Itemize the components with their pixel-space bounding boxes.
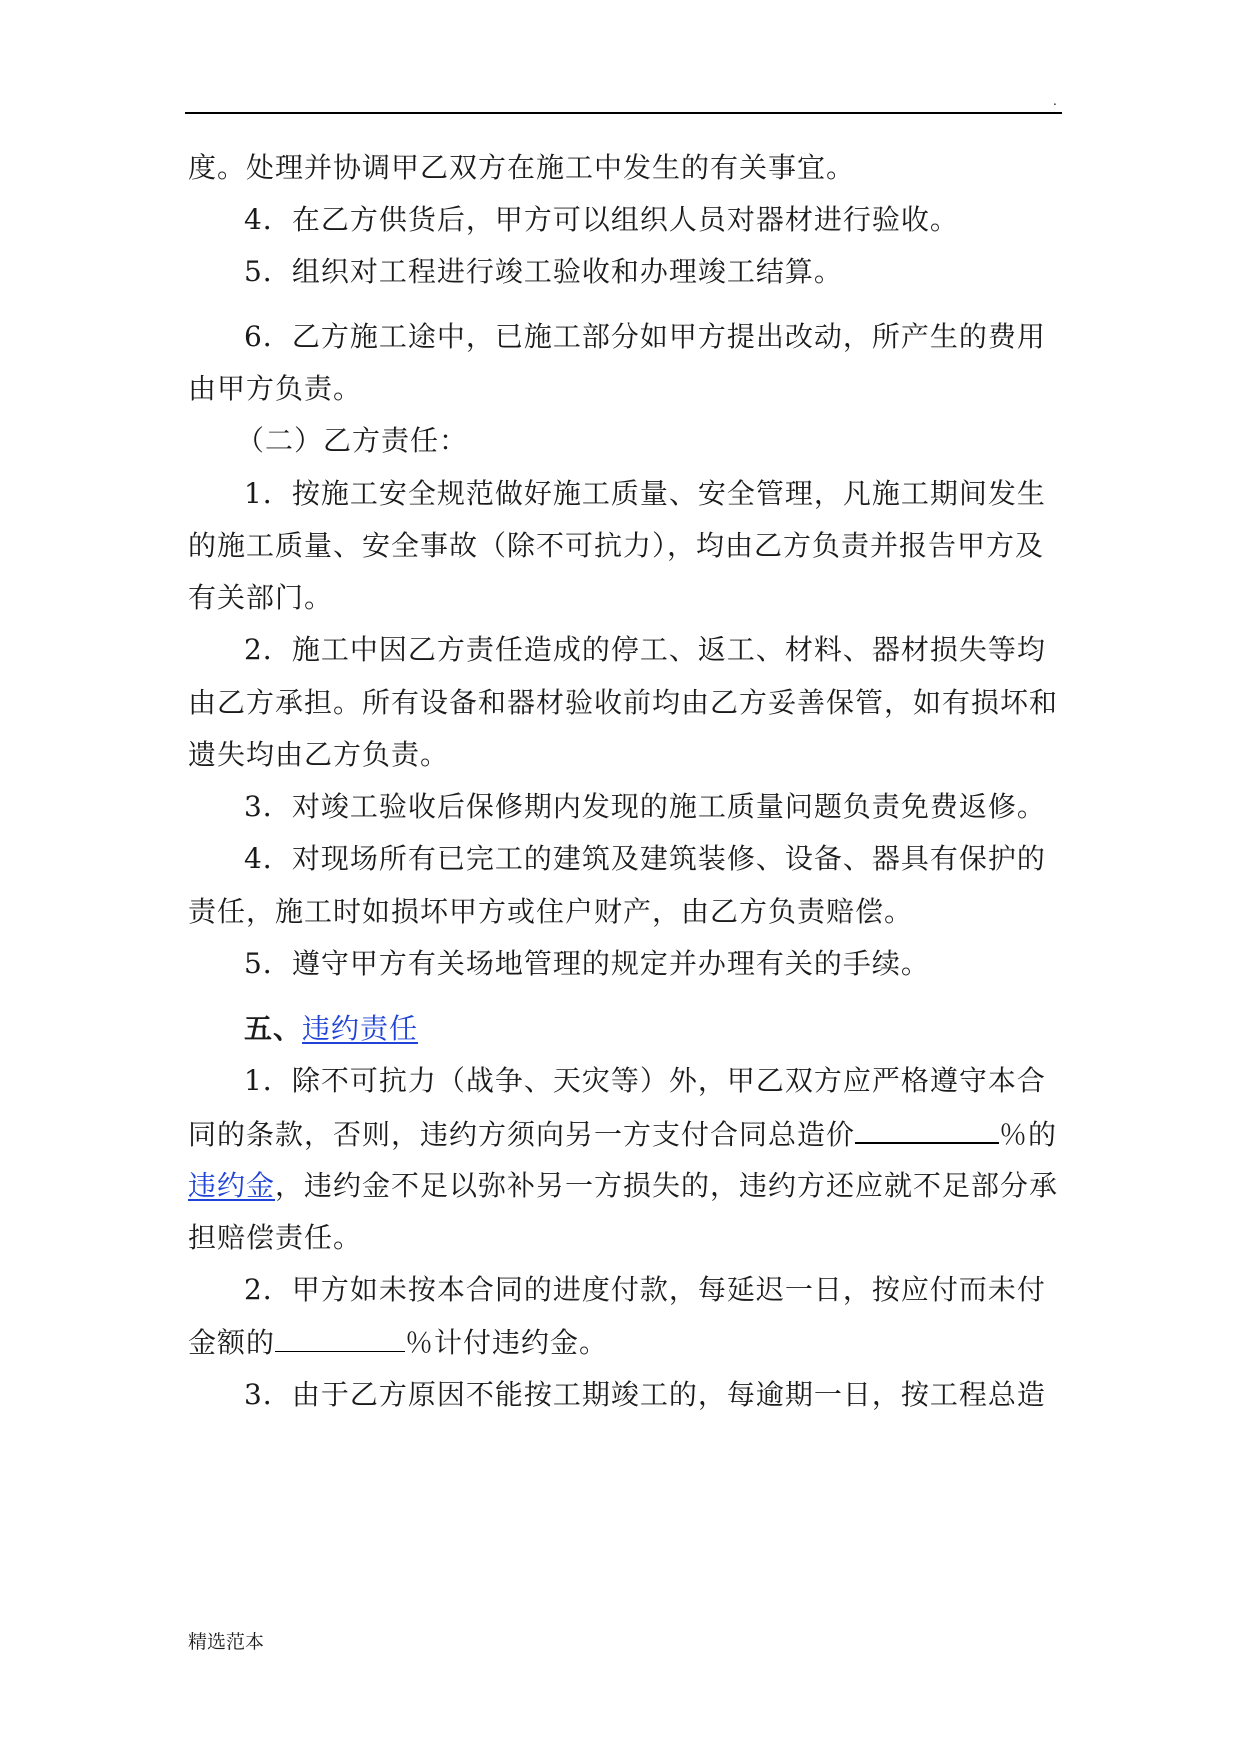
paragraph-line: 担赔偿责任。 — [188, 1221, 363, 1254]
paragraph-line: 5．遵守甲方有关场地管理的规定并办理有关的手续。 — [244, 947, 930, 980]
text-segment: ％的 — [999, 1118, 1058, 1151]
paragraph-line: 2．甲方如未按本合同的进度付款，每延迟一日，按应付而未付 — [244, 1273, 1046, 1306]
paragraph-line: 5．组织对工程进行竣工验收和办理竣工结算。 — [244, 255, 843, 288]
fill-in-blank — [275, 1325, 405, 1352]
penalty-link[interactable]: 违约金 — [188, 1169, 276, 1202]
text-segment: 金额的 — [188, 1326, 276, 1359]
paragraph-line: 3．由于乙方原因不能按工期竣工的，每逾期一日，按工程总造 — [244, 1378, 1046, 1411]
paragraph-line: 有关部门。 — [188, 581, 334, 614]
paragraph-line — [188, 1325, 608, 1361]
header-rule — [185, 112, 1062, 114]
paragraph-line: 4．对现场所有已完工的建筑及建筑装修、设备、器具有保护的 — [244, 842, 1046, 875]
header-mark: . — [1053, 94, 1057, 108]
paragraph-line: 2．施工中因乙方责任造成的停工、返工、材料、器材损失等均 — [244, 633, 1046, 666]
text-segment: ，违约金不足以弥补另一方损失的，违约方还应就不足部分承 — [275, 1169, 1059, 1202]
text-segment: 同的条款，否则，违约方须向另一方支付合同总造价 — [188, 1118, 856, 1151]
section-link-breach-liability[interactable]: 违约责任 — [302, 1012, 419, 1045]
paragraph-line: 遗失均由乙方负责。 — [188, 738, 450, 771]
paragraph-line: 度。处理并协调甲乙双方在施工中发生的有关事宜。 — [188, 151, 856, 184]
paragraph-line: 责任，施工时如损坏甲方或住户财产，由乙方负责赔偿。 — [188, 895, 914, 928]
text-segment: ％计付违约金。 — [405, 1326, 609, 1359]
section-number: 五、 — [244, 1012, 303, 1045]
paragraph-line — [188, 1168, 1058, 1204]
paragraph-line: 3．对竣工验收后保修期内发现的施工质量问题负责免费返修。 — [244, 790, 1046, 823]
section-heading — [244, 1011, 418, 1047]
fill-in-blank — [855, 1116, 999, 1144]
paragraph-line — [188, 1116, 1057, 1153]
paragraph-line: 由甲方负责。 — [188, 372, 363, 405]
paragraph-line: 由乙方承担。所有设备和器材验收前均由乙方妥善保管，如有损坏和 — [188, 686, 1059, 719]
paragraph-line: 6．乙方施工途中，已施工部分如甲方提出改动，所产生的费用 — [244, 320, 1046, 353]
paragraph-line: 1．除不可抗力（战争、天灾等）外，甲乙双方应严格遵守本合 — [244, 1064, 1046, 1097]
paragraph-line: 的施工质量、安全事故（除不可抗力），均由乙方负责并报告甲方及 — [188, 529, 1045, 562]
paragraph-line: 1．按施工安全规范做好施工质量、安全管理，凡施工期间发生 — [244, 477, 1046, 510]
subsection-heading: （二）乙方责任： — [236, 424, 469, 457]
page-footer: 精选范本 — [188, 1631, 265, 1653]
paragraph-line: 4．在乙方供货后，甲方可以组织人员对器材进行验收。 — [244, 203, 959, 236]
